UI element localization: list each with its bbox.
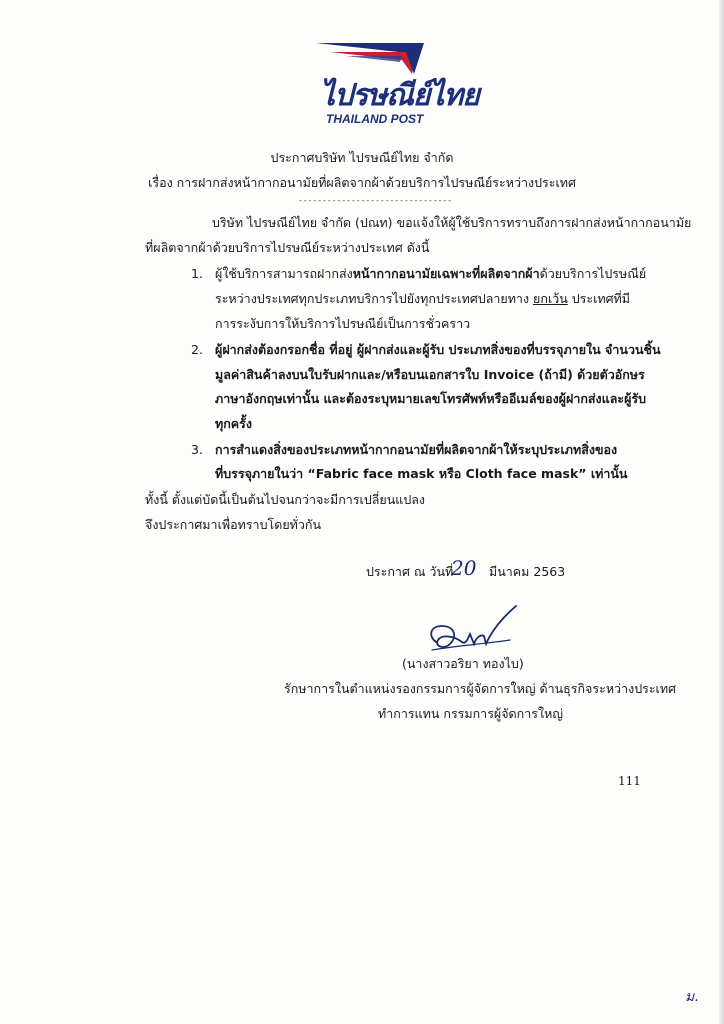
logo-english-name: THAILAND POST	[326, 112, 424, 126]
intro-line-1: บริษัท ไปรษณีย์ไทย จำกัด (ปณท) ขอแจ้งให้ผู้ใช้บริการทราบถึงการฝากส่งหน้ากากอนามัย	[212, 215, 692, 230]
page-number: 111	[618, 774, 641, 788]
item-1-line-3: การระงับการให้บริการไปรษณีย์เป็นการชั่วคราว	[215, 316, 471, 331]
announcement-subject: เรื่อง การฝากส่งหน้ากากอนามัยที่ผลิตจากผ้าด้วยบริการไปรษณีย์ระหว่างประเทศ	[148, 175, 576, 190]
signatory-position: รักษาการในตำแหน่งรองกรรมการผู้จัดการใหญ่ ด้านธุรกิจระหว่างประเทศ	[284, 681, 677, 696]
item-3-number: 3.	[191, 442, 203, 457]
logo-thai-name: ไปรษณีย์ไทย	[320, 78, 479, 113]
item-1-emphasis: หน้ากากอนามัยเฉพาะที่ผลิตจากผ้า	[352, 266, 540, 281]
item-2-line-3: ภาษาอังกฤษเท่านั้น และต้องระบุหมายเลขโทรศัพท์หรืออีเมล์ของผู้ฝากส่งและผู้รับ	[215, 391, 647, 406]
item-1-text-e: ประเทศที่มี	[567, 291, 631, 306]
item-1-except: ยกเว้น	[533, 291, 568, 306]
item-1-text-d: ระหว่างประเทศทุกประเภทบริการไปยังทุกประเทศปลายทาง	[215, 291, 534, 306]
page-edge-shadow	[719, 0, 724, 1024]
date-month-year: มีนาคม 2563	[489, 564, 566, 579]
thailand-post-logo	[316, 40, 479, 130]
closing-line-1: ทั้งนี้ ตั้งแต่บัดนี้เป็นต้นไปจนกว่าจะมีการเปลี่ยนแปลง	[145, 492, 426, 507]
item-2-line-1: ผู้ฝากส่งต้องกรอกชื่อ ที่อยู่ ผู้ฝากส่งและผู้รับ ประเภทสิ่งของที่บรรจุภายใน จำนวนชิ้น	[215, 342, 661, 357]
item-1-line-1	[215, 265, 646, 283]
item-1-text-a: ผู้ใช้บริการสามารถฝากส่ง	[215, 266, 353, 281]
separator-line: --------------------------------	[298, 196, 453, 205]
closing-line-2: จึงประกาศมาเพื่อทราบโดยทั่วกัน	[145, 517, 322, 532]
signatory-name: (นางสาวอริยา ทองไบ)	[402, 656, 524, 671]
corner-initial-mark: ม.	[685, 989, 699, 1005]
item-1-text-c: ด้วยบริการไปรษณีย์	[539, 266, 647, 281]
signatory-acting-for: ทำการแทน กรรมการผู้จัดการใหญ่	[378, 706, 563, 721]
item-1-line-2	[215, 290, 630, 308]
item-3-line-1: การสำแดงสิ่งของประเภทหน้ากากอนามัยที่ผลิตจากผ้าให้ระบุประเภทสิ่งของ	[215, 442, 618, 457]
post-wing-icon	[316, 40, 428, 76]
intro-line-2: ที่ผลิตจากผ้าด้วยบริการไปรษณีย์ระหว่างประเทศ ดังนี้	[145, 240, 430, 255]
date-day-handwritten: 20	[451, 556, 477, 580]
item-2-line-4: ทุกครั้ง	[215, 416, 252, 431]
item-1-number: 1.	[191, 266, 203, 281]
announcement-title: ประกาศบริษัท ไปรษณีย์ไทย จำกัด	[270, 150, 454, 165]
handwritten-signature	[424, 600, 544, 660]
item-2-number: 2.	[191, 342, 203, 357]
item-2-line-2: มูลค่าสินค้าลงบนใบรับฝากและ/หรือบนเอกสารใบ Invoice (ถ้ามี) ด้วยตัวอักษร	[215, 367, 645, 382]
item-3-line-2: ที่บรรจุภายในว่า “Fabric face mask หรือ Cloth face mask” เท่านั้น	[215, 466, 628, 481]
date-prefix: ประกาศ ณ วันที่	[366, 564, 454, 579]
